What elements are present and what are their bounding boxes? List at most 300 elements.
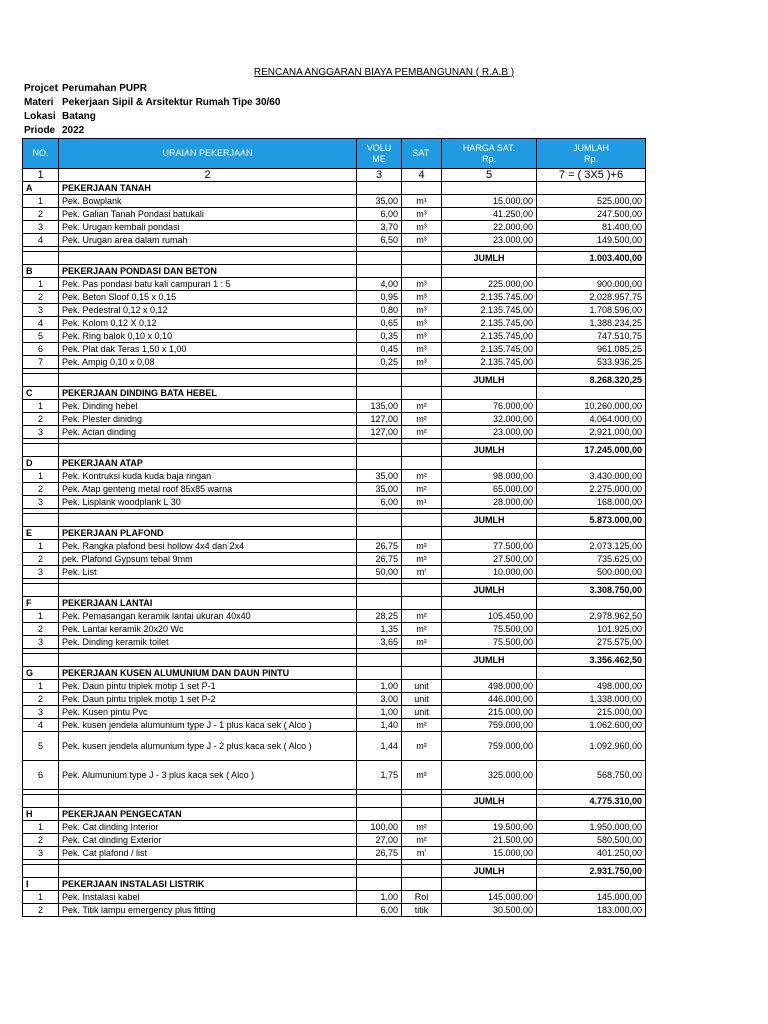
item-total: 900.000,00 [537, 278, 646, 291]
table-cell [402, 374, 442, 387]
table-row [23, 623, 646, 636]
subtotal-row [23, 444, 646, 457]
item-description: Pek. Kusen pintu Pvc [59, 706, 357, 719]
item-no: 2 [23, 413, 59, 426]
subtotal-value: 5.873.000,00 [537, 514, 646, 527]
item-no: 1 [23, 821, 59, 834]
table-row [23, 330, 646, 343]
item-unit: m² [402, 821, 442, 834]
item-unit: m³ [402, 221, 442, 234]
table-cell [442, 265, 537, 278]
item-no: 3 [23, 636, 59, 649]
header-sat: SAT. [402, 139, 442, 169]
meta-row [24, 110, 280, 124]
table-row [23, 413, 646, 426]
item-total: 10.260.000,00 [537, 400, 646, 413]
item-unit-price: 27.500,00 [442, 553, 537, 566]
table-row [23, 732, 646, 761]
item-volume: 50,00 [357, 566, 402, 579]
table-row [23, 356, 646, 369]
table-cell [442, 667, 537, 680]
table-cell [23, 654, 59, 667]
table-row [23, 834, 646, 847]
item-no: 7 [23, 356, 59, 369]
item-no: 1 [23, 540, 59, 553]
item-no: 4 [23, 234, 59, 247]
table-cell [402, 527, 442, 540]
item-total: 2.978.962,50 [537, 610, 646, 623]
item-unit-price: 41.250,00 [442, 208, 537, 221]
item-unit-price: 498.000,00 [442, 680, 537, 693]
item-total: 145.000,00 [537, 891, 646, 904]
table-cell [402, 265, 442, 278]
item-no: 3 [23, 426, 59, 439]
item-unit-price: 77.500,00 [442, 540, 537, 553]
subtotal-label: JUMLH [442, 514, 537, 527]
item-description: Pek. Plat dak Teras 1,50 x 1,00 [59, 343, 357, 356]
section-code: H [23, 808, 59, 821]
item-total: 215.000,00 [537, 706, 646, 719]
item-unit-price: 225.000,00 [442, 278, 537, 291]
section-header-row [23, 387, 646, 400]
table-cell [402, 457, 442, 470]
subtotal-value: 4.775.310,00 [537, 795, 646, 808]
item-description: Pek. kusen jendela alumunium type J - 2 plus kaca sek ( Alco ) [59, 732, 357, 761]
item-description: Pek. Urugan area dalam rumah [59, 234, 357, 247]
table-cell [442, 808, 537, 821]
table-cell [537, 808, 646, 821]
item-unit-price: 21.500,00 [442, 834, 537, 847]
item-volume: 1,35 [357, 623, 402, 636]
item-unit-price: 30.500,00 [442, 904, 537, 917]
index-row [23, 169, 646, 182]
item-no: 1 [23, 680, 59, 693]
meta-value: Pekerjaan Sipil & Arsitektur Rumah Tipe 30/60 [62, 97, 281, 108]
table-row [23, 317, 646, 330]
item-description: Pek. Lisplank woodplank L 30 [59, 496, 357, 509]
document-title: RENCANA ANGGARAN BIAYA PEMBANGUNAN ( R.A.B ) [253, 67, 515, 78]
item-volume: 26,75 [357, 553, 402, 566]
item-no: 5 [23, 330, 59, 343]
item-no: 2 [23, 483, 59, 496]
item-total: 168.000,00 [537, 496, 646, 509]
table-cell [357, 654, 402, 667]
item-volume: 1,44 [357, 732, 402, 761]
section-code: B [23, 265, 59, 278]
item-unit: m³ [402, 356, 442, 369]
table-cell [59, 584, 357, 597]
item-volume: 127,00 [357, 413, 402, 426]
item-volume: 0,45 [357, 343, 402, 356]
table-row [23, 278, 646, 291]
item-total: 3.430.000,00 [537, 470, 646, 483]
item-no: 2 [23, 834, 59, 847]
table-cell [402, 514, 442, 527]
section-code: E [23, 527, 59, 540]
item-unit: unit [402, 680, 442, 693]
item-description: Pek. Lantai keramik 20x20 Wc [59, 623, 357, 636]
table-cell [357, 374, 402, 387]
table-row [23, 540, 646, 553]
table-cell [357, 667, 402, 680]
subtotal-value: 17.245.000,00 [537, 444, 646, 457]
item-no: 3 [23, 221, 59, 234]
item-unit: m² [402, 834, 442, 847]
item-volume: 127,00 [357, 426, 402, 439]
item-no: 1 [23, 610, 59, 623]
table-cell [357, 527, 402, 540]
item-no: 3 [23, 566, 59, 579]
item-unit: m² [402, 426, 442, 439]
item-unit-price: 75.500,00 [442, 623, 537, 636]
item-unit: m³ [402, 343, 442, 356]
item-total: 961.085,25 [537, 343, 646, 356]
item-unit: m² [402, 553, 442, 566]
section-header-row [23, 457, 646, 470]
item-description: Pek. Dinding hebel [59, 400, 357, 413]
item-description: Pek. kusen jendela alumunium type J - 1 plus kaca sek ( Alco ) [59, 719, 357, 732]
item-no: 6 [23, 761, 59, 790]
item-total: 580.500,00 [537, 834, 646, 847]
header-uraian: URAIAN PEKERJAAN [59, 139, 357, 169]
item-no: 2 [23, 904, 59, 917]
subtotal-label: JUMLH [442, 584, 537, 597]
item-description: Pek. Bowplank [59, 195, 357, 208]
section-name: PEKERJAAN INSTALASI LISTRIK [59, 878, 357, 891]
table-cell [442, 387, 537, 400]
item-total: 1.062.600,00 [537, 719, 646, 732]
item-unit: m² [402, 483, 442, 496]
item-no: 2 [23, 693, 59, 706]
item-description: Pek. Urugan kembali pondasi [59, 221, 357, 234]
item-unit-price: 10.000,00 [442, 566, 537, 579]
table-row [23, 343, 646, 356]
table-cell [537, 387, 646, 400]
subtotal-label: JUMLH [442, 795, 537, 808]
item-description: Pek. List [59, 566, 357, 579]
item-unit-price: 2.135.745,00 [442, 317, 537, 330]
item-volume: 100,00 [357, 821, 402, 834]
table-cell [402, 584, 442, 597]
table-row [23, 904, 646, 917]
section-name: PEKERJAAN DINDING BATA HEBEL [59, 387, 357, 400]
table-cell [442, 527, 537, 540]
item-description: Pek. Atap genteng metal roof 85x85 warna [59, 483, 357, 496]
table-cell [442, 597, 537, 610]
table-cell [357, 865, 402, 878]
table-cell [402, 667, 442, 680]
meta-value: Perumahan PUPR [62, 83, 148, 94]
item-unit: m² [402, 732, 442, 761]
subtotal-row [23, 252, 646, 265]
item-description: Pek. Kolom 0,12 X 0,12 [59, 317, 357, 330]
item-total: 1.708.596,00 [537, 304, 646, 317]
item-total: 1.338.000,00 [537, 693, 646, 706]
meta-key: Lokasi [24, 111, 56, 122]
item-volume: 6,00 [357, 904, 402, 917]
item-description: Pek. Alumunium type J - 3 plus kaca sek ( Alco ) [59, 761, 357, 790]
subtotal-row [23, 514, 646, 527]
subtotal-label: JUMLH [442, 374, 537, 387]
item-description: Pek. Instalasi kabel [59, 891, 357, 904]
item-description: Pek. Cat dinding Exterior [59, 834, 357, 847]
item-no: 1 [23, 400, 59, 413]
item-unit-price: 32.000,00 [442, 413, 537, 426]
table-row [23, 719, 646, 732]
table-cell [23, 795, 59, 808]
table-row [23, 195, 646, 208]
section-name: PEKERJAAN KUSEN ALUMUNIUM DAN DAUN PINTU [59, 667, 357, 680]
item-description: Pek. Acian dinding [59, 426, 357, 439]
section-header-row [23, 597, 646, 610]
table-cell [357, 808, 402, 821]
subtotal-row [23, 374, 646, 387]
item-unit-price: 759.000,00 [442, 732, 537, 761]
item-total: 247.500,00 [537, 208, 646, 221]
table-cell [537, 457, 646, 470]
item-unit: unit [402, 706, 442, 719]
item-description: Pek. Daun pintu triplek motip 1 set P-1 [59, 680, 357, 693]
item-no: 4 [23, 317, 59, 330]
item-volume: 1,75 [357, 761, 402, 790]
table-cell [357, 457, 402, 470]
subtotal-row [23, 584, 646, 597]
item-description: Pek. Ampig 0,10 x 0,08 [59, 356, 357, 369]
item-unit: m² [402, 413, 442, 426]
table-cell [442, 182, 537, 195]
item-volume: 35,00 [357, 470, 402, 483]
item-total: 1.388.234,25 [537, 317, 646, 330]
item-total: 1.950.000,00 [537, 821, 646, 834]
item-total: 498.000,00 [537, 680, 646, 693]
subtotal-value: 1.003.400,00 [537, 252, 646, 265]
table-cell [402, 808, 442, 821]
item-total: 747.510,75 [537, 330, 646, 343]
subtotal-value: 3.308.750,00 [537, 584, 646, 597]
item-volume: 4,00 [357, 278, 402, 291]
section-code: C [23, 387, 59, 400]
table-cell [23, 374, 59, 387]
section-code: I [23, 878, 59, 891]
meta-key: Materi [24, 97, 54, 108]
item-volume: 35,00 [357, 195, 402, 208]
item-unit-price: 28.000,00 [442, 496, 537, 509]
table-row [23, 400, 646, 413]
item-volume: 35,00 [357, 483, 402, 496]
table-cell [59, 374, 357, 387]
table-cell [537, 878, 646, 891]
item-total: 4.064.000,00 [537, 413, 646, 426]
item-total: 2.275.000,00 [537, 483, 646, 496]
item-unit: m³ [402, 317, 442, 330]
table-cell [357, 878, 402, 891]
table-cell [357, 182, 402, 195]
index-cell: 5 [442, 169, 537, 182]
item-volume: 6,00 [357, 496, 402, 509]
item-description: Pek. Cat plafond / list [59, 847, 357, 860]
table-row [23, 636, 646, 649]
item-unit-price: 76.000,00 [442, 400, 537, 413]
table-row [23, 553, 646, 566]
item-total: 1.092.960,00 [537, 732, 646, 761]
item-volume: 27,00 [357, 834, 402, 847]
item-total: 275.575,00 [537, 636, 646, 649]
item-unit-price: 15.000,00 [442, 847, 537, 860]
section-name: PEKERJAAN LANTAI [59, 597, 357, 610]
table-cell [23, 444, 59, 457]
header-harga: HARGA SAT. Rp. [442, 139, 537, 169]
table-cell [23, 514, 59, 527]
item-total: 735.625,00 [537, 553, 646, 566]
item-volume: 3,70 [357, 221, 402, 234]
item-unit-price: 98.000,00 [442, 470, 537, 483]
item-no: 1 [23, 195, 59, 208]
item-unit: unit [402, 693, 442, 706]
item-unit-price: 2.135.745,00 [442, 291, 537, 304]
item-unit-price: 65.000,00 [442, 483, 537, 496]
rab-table [22, 138, 646, 917]
item-volume: 6,00 [357, 208, 402, 221]
table-cell [59, 795, 357, 808]
subtotal-value: 2.931.750,00 [537, 865, 646, 878]
item-unit-price: 23.000,00 [442, 234, 537, 247]
item-unit-price: 2.135.745,00 [442, 356, 537, 369]
item-no: 4 [23, 719, 59, 732]
table-cell [402, 795, 442, 808]
item-description: Pek. Cat dinding Interior [59, 821, 357, 834]
table-cell [59, 514, 357, 527]
table-cell [23, 252, 59, 265]
item-unit: m² [402, 719, 442, 732]
subtotal-row [23, 654, 646, 667]
item-unit-price: 215.000,00 [442, 706, 537, 719]
table-cell [23, 865, 59, 878]
item-no: 1 [23, 278, 59, 291]
subtotal-label: JUMLH [442, 444, 537, 457]
subtotal-value: 3.356.462,50 [537, 654, 646, 667]
meta-value: 2022 [62, 125, 85, 136]
item-unit: m² [402, 470, 442, 483]
table-cell [537, 667, 646, 680]
table-cell [402, 387, 442, 400]
table-cell [537, 597, 646, 610]
section-name: PEKERJAAN PLAFOND [59, 527, 357, 540]
table-cell [537, 527, 646, 540]
item-volume: 3,00 [357, 693, 402, 706]
table-cell [402, 252, 442, 265]
meta-row [24, 96, 280, 110]
item-description: Pek. Ring balok 0,10 x 0,10 [59, 330, 357, 343]
table-row [23, 304, 646, 317]
meta-key: Priode [24, 125, 56, 136]
item-description: Pek. Galian Tanah Pondasi batukali [59, 208, 357, 221]
item-no: 5 [23, 732, 59, 761]
table-header [23, 139, 646, 169]
item-unit: m³ [402, 208, 442, 221]
item-volume: 0,80 [357, 304, 402, 317]
item-no: 2 [23, 623, 59, 636]
item-unit-price: 2.135.745,00 [442, 343, 537, 356]
table-row [23, 208, 646, 221]
item-volume: 1,00 [357, 680, 402, 693]
item-unit-price: 2.135.745,00 [442, 304, 537, 317]
item-unit: m³ [402, 291, 442, 304]
item-no: 1 [23, 891, 59, 904]
table-row [23, 706, 646, 719]
item-unit: m³ [402, 330, 442, 343]
table-cell [357, 584, 402, 597]
item-unit: m³ [402, 278, 442, 291]
section-header-row [23, 527, 646, 540]
item-total: 568.750,00 [537, 761, 646, 790]
project-meta [24, 82, 280, 138]
table-row [23, 847, 646, 860]
table-row [23, 821, 646, 834]
item-volume: 6,50 [357, 234, 402, 247]
table-cell [402, 597, 442, 610]
item-total: 401.250,00 [537, 847, 646, 860]
item-unit: titik [402, 904, 442, 917]
item-volume: 1,00 [357, 891, 402, 904]
item-volume: 0,95 [357, 291, 402, 304]
item-description: Pek. Kontruksi kuda kuda baja ringan [59, 470, 357, 483]
table-row [23, 221, 646, 234]
subtotal-value: 8.268.320,25 [537, 374, 646, 387]
section-header-row [23, 878, 646, 891]
section-code: A [23, 182, 59, 195]
item-volume: 1,00 [357, 706, 402, 719]
item-no: 6 [23, 343, 59, 356]
table-cell [402, 878, 442, 891]
item-total: 533.936,25 [537, 356, 646, 369]
table-cell [357, 252, 402, 265]
item-unit: m¹ [402, 195, 442, 208]
item-description: Pek. Titik lampu emergency plus fitting [59, 904, 357, 917]
item-unit-price: 105.450,00 [442, 610, 537, 623]
item-total: 2.921.000,00 [537, 426, 646, 439]
item-total: 2.028.957,75 [537, 291, 646, 304]
table-cell [59, 654, 357, 667]
item-unit: m' [402, 847, 442, 860]
item-description: Pek. Pemasangan keramik lantai ukuran 40x40 [59, 610, 357, 623]
item-description: Pek. Pas pondasi batu kali campuran 1 : 5 [59, 278, 357, 291]
header-volume: VOLU ME [357, 139, 402, 169]
item-total: 149.500,00 [537, 234, 646, 247]
item-description: Pek. Dinding keramik toilet [59, 636, 357, 649]
section-header-row [23, 265, 646, 278]
item-unit: m³ [402, 234, 442, 247]
header-jumlah: JUMLAH Rp. [537, 139, 646, 169]
table-cell [537, 265, 646, 278]
table-cell [402, 654, 442, 667]
item-unit: m³ [402, 304, 442, 317]
section-header-row [23, 667, 646, 680]
table-cell [357, 265, 402, 278]
item-unit: m² [402, 400, 442, 413]
item-volume: 0,35 [357, 330, 402, 343]
item-unit: m² [402, 623, 442, 636]
subtotal-label: JUMLH [442, 654, 537, 667]
index-cell: 3 [357, 169, 402, 182]
item-unit-price: 75.500,00 [442, 636, 537, 649]
item-description: Pek. Beton Sloof 0,15 x 0,15 [59, 291, 357, 304]
table-cell [442, 457, 537, 470]
section-code: F [23, 597, 59, 610]
item-unit: m² [402, 540, 442, 553]
table-row [23, 234, 646, 247]
subtotal-label: JUMLH [442, 865, 537, 878]
item-volume: 3,65 [357, 636, 402, 649]
